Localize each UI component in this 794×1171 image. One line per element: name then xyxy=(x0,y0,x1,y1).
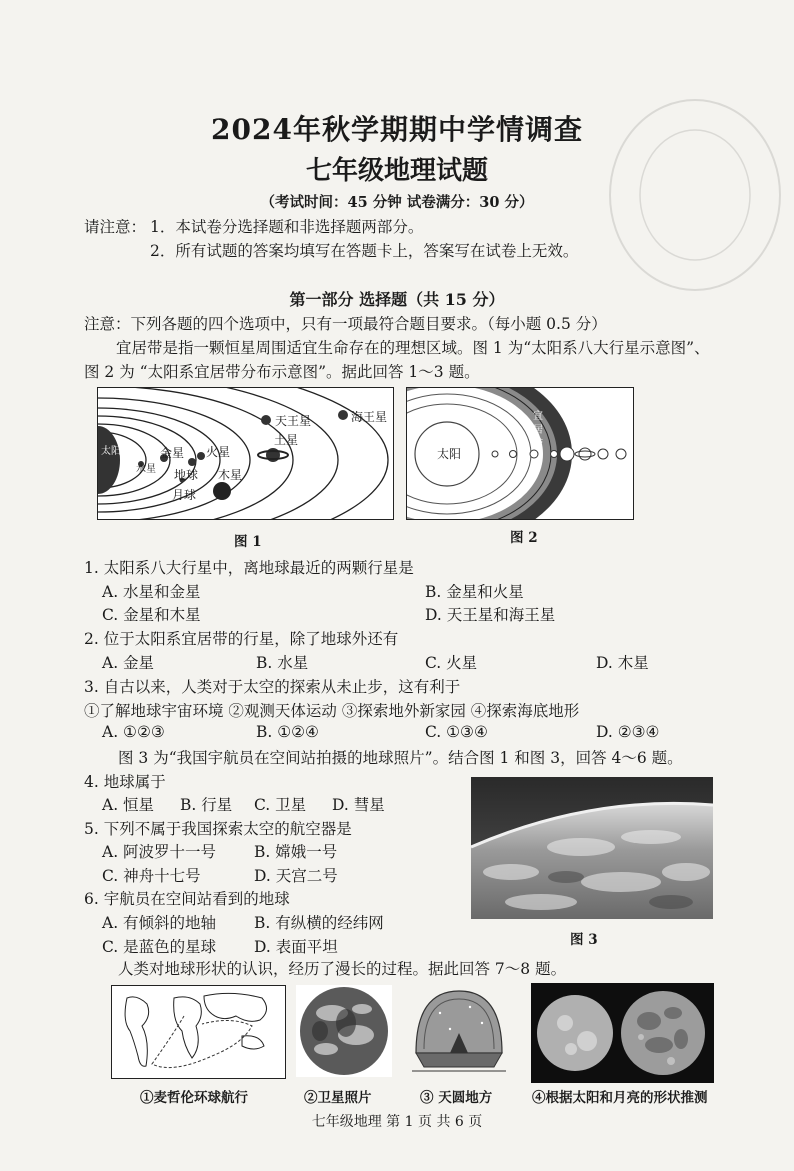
bottom-caption-4: ④根据太阳和月亮的形状推测 xyxy=(532,1090,708,1106)
question-3-stem: 3. 自古以来，人类对于太空的探索从未止步，这有利于 xyxy=(84,678,461,696)
earth-label: 地球 xyxy=(174,468,199,482)
sun-label-fig2: 太阳 xyxy=(437,447,462,461)
figure-2-caption: 图 2 xyxy=(510,530,538,546)
intro-earth-shape: 人类对地球形状的认识，经历了漫长的过程。据此回答 7～8 题。 xyxy=(118,960,567,978)
question-3-statements: ①了解地球宇宙环境 ②观测天体运动 ③探索地外新家园 ④探索海底地形 xyxy=(84,702,580,720)
notice-item-1: 1．本试卷分选择题和非选择题两部分。 xyxy=(150,218,424,236)
figure-1-solar-system xyxy=(97,387,394,520)
intro-line-1: 宜居带是指一颗恒星周围适宜生命存在的理想区域。图 1 为“太阳系八大行星示意图”、 xyxy=(116,339,710,357)
intro-line-2: 图 2 为 “太阳系宜居带分布示意图”。据此回答 1～3 题。 xyxy=(84,363,480,381)
question-1-option-c: C. 金星和木星 xyxy=(102,606,201,624)
question-2-option-d: D. 木星 xyxy=(596,654,649,672)
question-1-stem: 1. 太阳系八大行星中，离地球最近的两颗行星是 xyxy=(84,559,414,577)
notice-label: 请注意： xyxy=(84,218,147,236)
section-heading: 第一部分 选择题（共 15 分） xyxy=(289,290,505,309)
question-6-option-c: C. 是蓝色的星球 xyxy=(102,938,217,956)
sun-and-moon-photo xyxy=(531,983,714,1083)
question-6-option-d: D. 表面平坦 xyxy=(254,938,338,956)
question-3-option-b: B. ①②④ xyxy=(256,723,319,741)
question-5-option-d: D. 天宫二号 xyxy=(254,867,338,885)
figure-3-caption: 图 3 xyxy=(570,932,598,948)
bottom-caption-2: ②卫星照片 xyxy=(304,1090,372,1106)
section-note: 注意：下列各题的四个选项中，只有一项最符合题目要求。（每小题 0.5 分） xyxy=(84,315,607,333)
question-1-option-d: D. 天王星和海王星 xyxy=(425,606,556,624)
question-4-option-b: B. 行星 xyxy=(180,796,233,814)
question-2-stem: 2. 位于太阳系宜居带的行星，除了地球外还有 xyxy=(84,630,399,648)
uranus-label: 天王星 xyxy=(275,414,312,428)
figure-2-habitable-zone xyxy=(406,387,634,520)
exam-title: 2024年秋学期期中学情调查 xyxy=(211,113,583,146)
figure-3-earth-photo xyxy=(471,777,713,919)
question-2-option-b: B. 水星 xyxy=(256,654,309,672)
question-3-option-c: C. ①③④ xyxy=(425,723,488,741)
question-4-option-a: A. 恒星 xyxy=(102,796,155,814)
jupiter-label: 木星 xyxy=(218,468,243,482)
moon-label: 月球 xyxy=(172,488,197,502)
question-3-option-a: A. ①②③ xyxy=(102,723,165,741)
habitable-zone-label: 宜居带 xyxy=(533,411,543,450)
question-5-option-c: C. 神舟十七号 xyxy=(102,867,201,885)
question-5-option-a: A. 阿波罗十一号 xyxy=(102,843,217,861)
question-2-option-c: C. 火星 xyxy=(425,654,478,672)
saturn-label: 土星 xyxy=(274,433,299,447)
round-sky-square-earth-illustration xyxy=(410,983,508,1079)
satellite-photo xyxy=(296,985,392,1077)
page-footer: 七年级地理 第 1 页 共 6 页 xyxy=(311,1114,483,1130)
subject-title: 七年级地理试题 xyxy=(305,156,488,186)
question-4-option-c: C. 卫星 xyxy=(254,796,307,814)
question-4-option-d: D. 彗星 xyxy=(332,796,385,814)
question-1-option-a: A. 水星和金星 xyxy=(102,583,201,601)
question-2-option-a: A. 金星 xyxy=(102,654,155,672)
question-6-option-a: A. 有倾斜的地轴 xyxy=(102,914,217,932)
sun-label-fig1: 太阳 xyxy=(101,446,121,457)
question-4-stem: 4. 地球属于 xyxy=(84,773,166,791)
question-1-option-b: B. 金星和火星 xyxy=(425,583,524,601)
magellan-route-map xyxy=(111,985,286,1079)
question-5-option-b: B. 嫦娥一号 xyxy=(254,843,338,861)
bottom-caption-3: ③ 天圆地方 xyxy=(420,1090,493,1106)
bottom-caption-1: ①麦哲伦环球航行 xyxy=(140,1090,248,1106)
figure-1-caption: 图 1 xyxy=(234,534,262,550)
intro-figure-3: 图 3 为“我国宇航员在空间站拍摄的地球照片”。结合图 1 和图 3，回答 4～6 题。 xyxy=(118,749,683,767)
notice-item-2: 2．所有试题的答案均填写在答题卡上，答案写在试卷上无效。 xyxy=(150,242,579,260)
question-3-option-d: D. ②③④ xyxy=(596,723,660,741)
question-6-option-b: B. 有纵横的经纬网 xyxy=(254,914,384,932)
question-6-stem: 6. 宇航员在空间站看到的地球 xyxy=(84,890,290,908)
mercury-label: 水星 xyxy=(136,464,156,475)
mars-label: 火星 xyxy=(206,445,231,459)
venus-label: 金星 xyxy=(160,446,185,460)
neptune-label: 海王星 xyxy=(351,410,388,424)
question-5-stem: 5. 下列不属于我国探索太空的航空器是 xyxy=(84,820,352,838)
exam-info: （考试时间：45 分钟 试卷满分：30 分） xyxy=(260,194,534,211)
